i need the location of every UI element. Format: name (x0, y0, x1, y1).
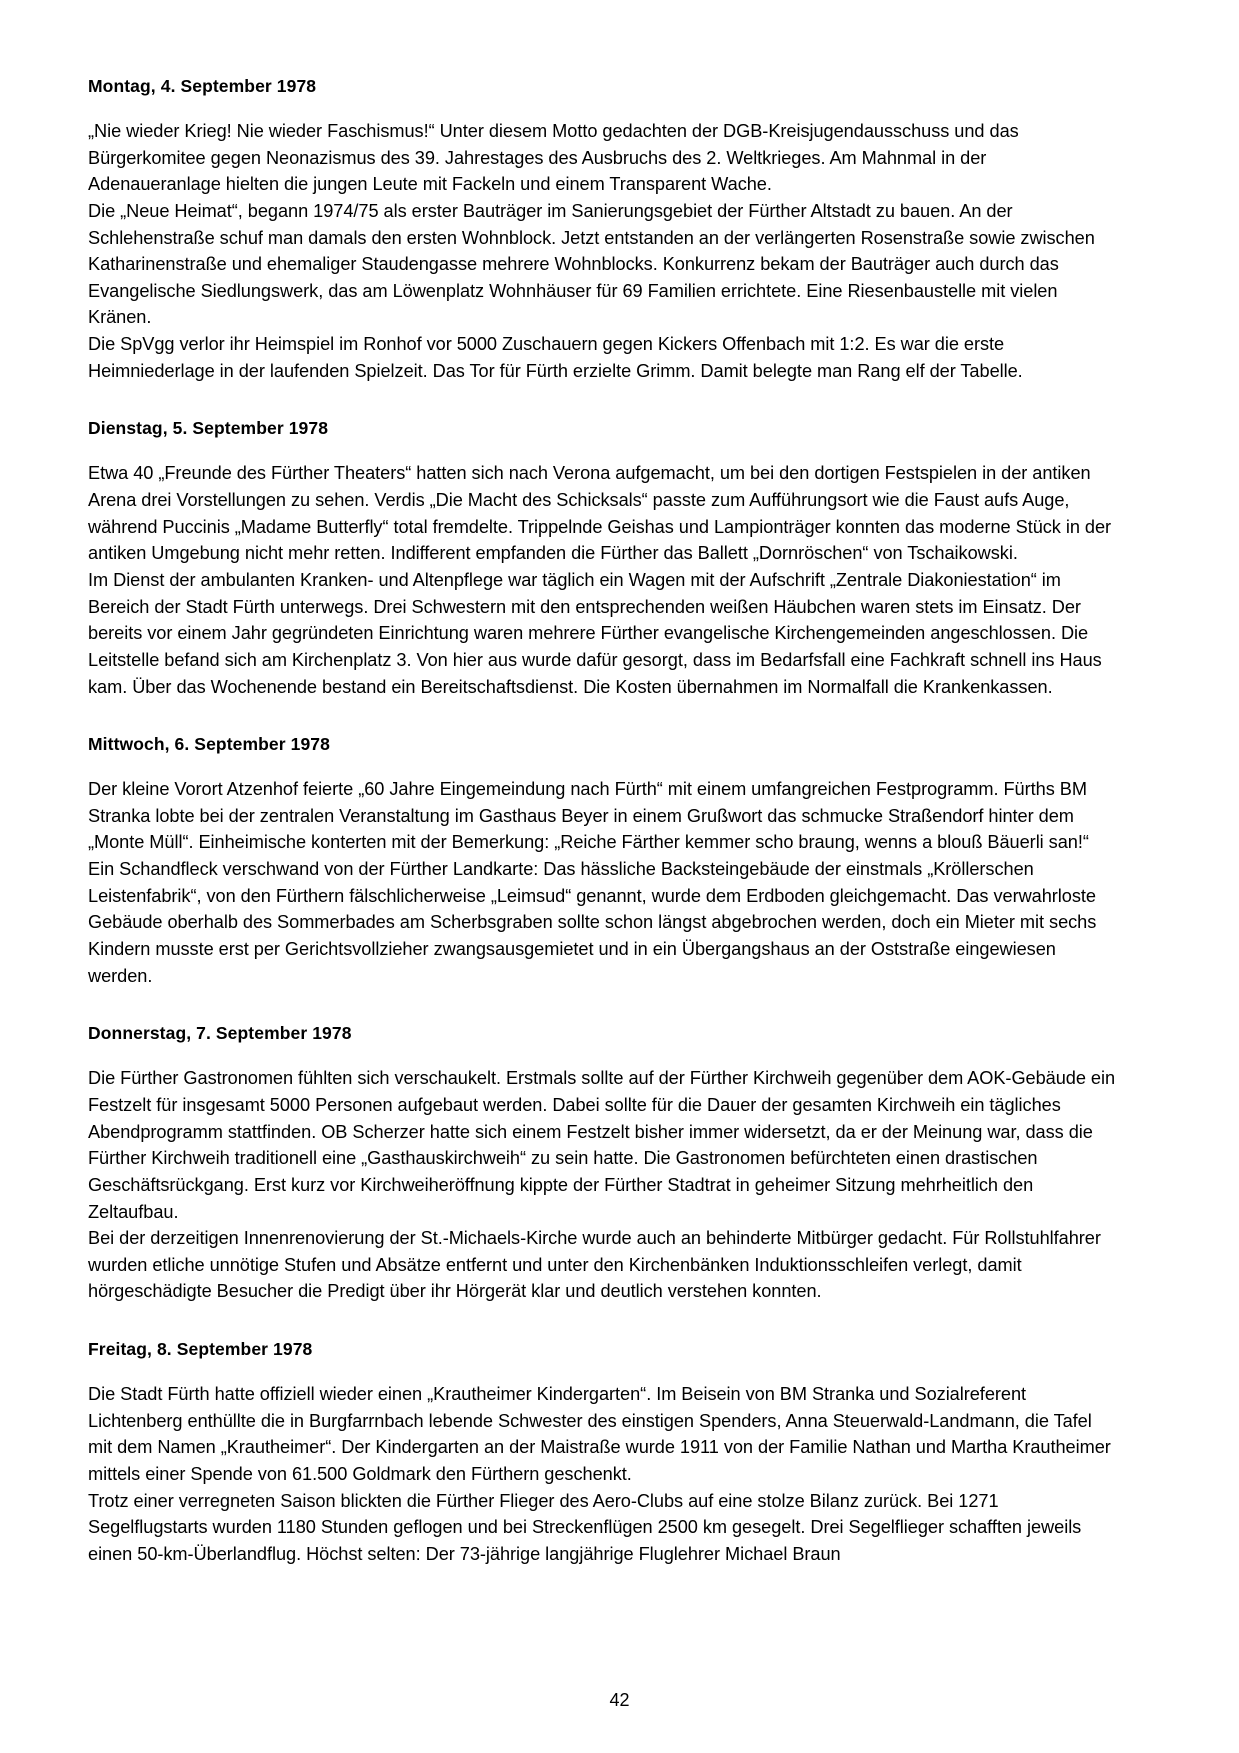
entry-paragraph: Die „Neue Heimat“, begann 1974/75 als erster Bauträger im Sanierungsgebiet der Fürther Altstadt zu bauen. An der Schlehenstraße schuf man damals den ersten Wohnblock. Jetzt entstanden an der verlängerten Rosenstraße sowie zwischen Katharinenstraße und ehemaliger Staudengasse mehrere Wohnblocks. Konkurrenz bekam der Bauträger auch durch das Evangelische Siedlungswerk, das am Löwenplatz Wohnhäuser für 69 Familien errichtete. Eine Riesenbaustelle mit vielen Kränen. (88, 200, 1095, 328)
entry-date-heading: Montag, 4. September 1978 (88, 76, 317, 96)
entry-paragraphs (88, 460, 1118, 700)
entry-paragraph: Trotz einer verregneten Saison blickten die Fürther Flieger des Aero-Clubs auf eine stolze Bilanz zurück. Bei 1271 Segelflugstarts wurden 1180 Stunden geflogen und bei Streckenflügen 2500 km gesegelt. Drei Segelflieger schafften jeweils einen 50-km-Überlandflug. Höchst selten: Der 73-jährige langjährige Fluglehrer Michael Braun (88, 1490, 1082, 1564)
entry-paragraph: Die Fürther Gastronomen fühlten sich verschaukelt. Erstmals sollte auf der Fürther Kirchweih gegenüber dem AOK-Gebäude ein Festzelt für insgesamt 5000 Personen aufgebaut werden. Dabei sollte für die Dauer der gesamten Kirchweih ein tägliches Abendprogramm stattfinden. OB Scherzer hatte sich einem Festzelt bisher immer widersetzt, da er der Meinung war, dass die Fürther Kirchweih traditionell eine „Gasthauskirchweih“ zu sein hatte. Die Gastronomen befürchteten einen drastischen Geschäftsrückgang. Erst kurz vor Kirchweiheröffnung kippte der Fürther Stadtrat in geheimer Sitzung mehrheitlich den Zeltaufbau. (88, 1068, 1116, 1222)
entry-paragraph: „Nie wieder Krieg! Nie wieder Faschismus!“ Unter diesem Motto gedachten der DGB-Kreisjugendausschuss und das Bürgerkomitee gegen Neonazismus des 39. Jahrestages des Ausbruchs des 2. Weltkrieges. Am Mahnmal in der Adenaueranlage hielten die jungen Leute mit Fackeln und einem Transparent Wache. (88, 120, 1019, 195)
page-number: 42 (609, 1690, 630, 1710)
entry-paragraph: Bei der derzeitigen Innenrenovierung der St.-Michaels-Kirche wurde auch an behinderte Mitbürger gedacht. Für Rollstuhlfahrer wurden etliche unnötige Stufen und Absätze entfernt und unter den Kirchenbänken Induktionsschleifen verlegt, damit hörgeschädigte Besucher die Predigt über ihr Hörgerät klar und deutlich verstehen konnten. (88, 1228, 1101, 1302)
entry-paragraph: Etwa 40 „Freunde des Fürther Theaters“ hatten sich nach Verona aufgemacht, um bei den dortigen Festspielen in der antiken Arena drei Vorstellungen zu sehen. Verdis „Die Macht des Schicksals“ passte zum Aufführungsort wie die Faust aufs Auge, während Puccinis „Madame Butterfly“ total fremdelte. Trippelnde Geishas und Lampionträger konnten das moderne Stück in der antiken Umgebung nicht mehr retten. Indifferent empfanden die Fürther das Ballett „Dornröschen“ von Tschaikowski. (88, 463, 1112, 564)
entry-paragraphs (88, 1065, 1118, 1305)
diary-entry (88, 76, 1118, 384)
entry-date-heading: Dienstag, 5. September 1978 (88, 418, 329, 439)
entry-date-heading: Freitag, 8. September 1978 (88, 1339, 313, 1360)
diary-entry (88, 1023, 1118, 1305)
entry-paragraph: Im Dienst der ambulanten Kranken- und Altenpflege war täglich ein Wagen mit der Aufschrift „Zentrale Diakoniestation“ im Bereich der Stadt Fürth unterwegs. Drei Schwestern mit den entsprechenden weißen Häubchen waren stets im Einsatz. Der bereits vor einem Jahr gegründeten Einrichtung waren mehrere Fürther evangelische Kirchengemeinden angeschlossen. Die Leitstelle befand sich am Kirchenplatz 3. Von hier aus wurde dafür gesorgt, dass im Bedarfsfall eine Fachkraft schnell ins Haus kam. Über das Wochenende bestand ein Bereitschaftsdienst. Die Kosten übernahmen im Normalfall die Krankenkassen. (88, 569, 1102, 697)
entry-date-heading: Mittwoch, 6. September 1978 (88, 734, 330, 755)
diary-entry (88, 734, 1118, 989)
diary-entry (88, 418, 1118, 700)
document-body (88, 76, 1118, 1568)
entry-paragraphs (88, 776, 1118, 989)
entry-paragraphs (88, 1381, 1118, 1568)
entry-paragraph: Ein Schandfleck verschwand von der Fürther Landkarte: Das hässliche Backsteingebäude der einstmals „Kröllerschen Leistenfabrik“, von den Fürthern fälschlicherweise „Leimsud“ genannt, wurde dem Erdboden gleichgemacht. Das verwahrloste Gebäude oberhalb des Sommerbades am Scherbsgraben sollte schon längst abgebrochen werden, doch ein Mieter mit sechs Kindern musste erst per Gerichtsvollzieher zwangsausgemietet und in ein Übergangshaus an der Oststraße eingewiesen werden. (88, 859, 1097, 986)
entry-paragraphs (88, 118, 1118, 385)
entry-paragraph: Die SpVgg verlor ihr Heimspiel im Ronhof vor 5000 Zuschauern gegen Kickers Offenbach mit 1:2. Es war die erste Heimniederlage in der laufenden Spielzeit. Das Tor für Fürth erzielte Grimm. Damit belegte man Rang elf der Tabelle. (88, 334, 1023, 381)
entry-paragraph: Der kleine Vorort Atzenhof feierte „60 Jahre Eingemeindung nach Fürth“ mit einem umfangreichen Festprogramm. Fürths BM Stranka lobte bei der zentralen Veranstaltung im Gasthaus Beyer in einem Grußwort das schmucke Straßendorf hinter dem „Monte Müll“. Einheimische konterten mit der Bemerkung: „Reiche Färther kemmer scho braung, wenns a blouß Bäuerli san!“ (88, 779, 1089, 853)
entry-date-heading: Donnerstag, 7. September 1978 (88, 1023, 352, 1044)
diary-entry (88, 1339, 1118, 1567)
entry-paragraph: Die Stadt Fürth hatte offiziell wieder einen „Krautheimer Kindergarten“. Im Beisein von BM Stranka und Sozialreferent Lichtenberg enthüllte die in Burgfarrnbach lebende Schwester des einstigen Spenders, Anna Steuerwald-Landmann, die Tafel mit dem Namen „Krautheimer“. Der Kindergarten an der Maistraße wurde 1911 von der Familie Nathan und Martha Krautheimer mittels einer Spende von 61.500 Goldmark den Fürthern geschenkt. (88, 1384, 1111, 1484)
